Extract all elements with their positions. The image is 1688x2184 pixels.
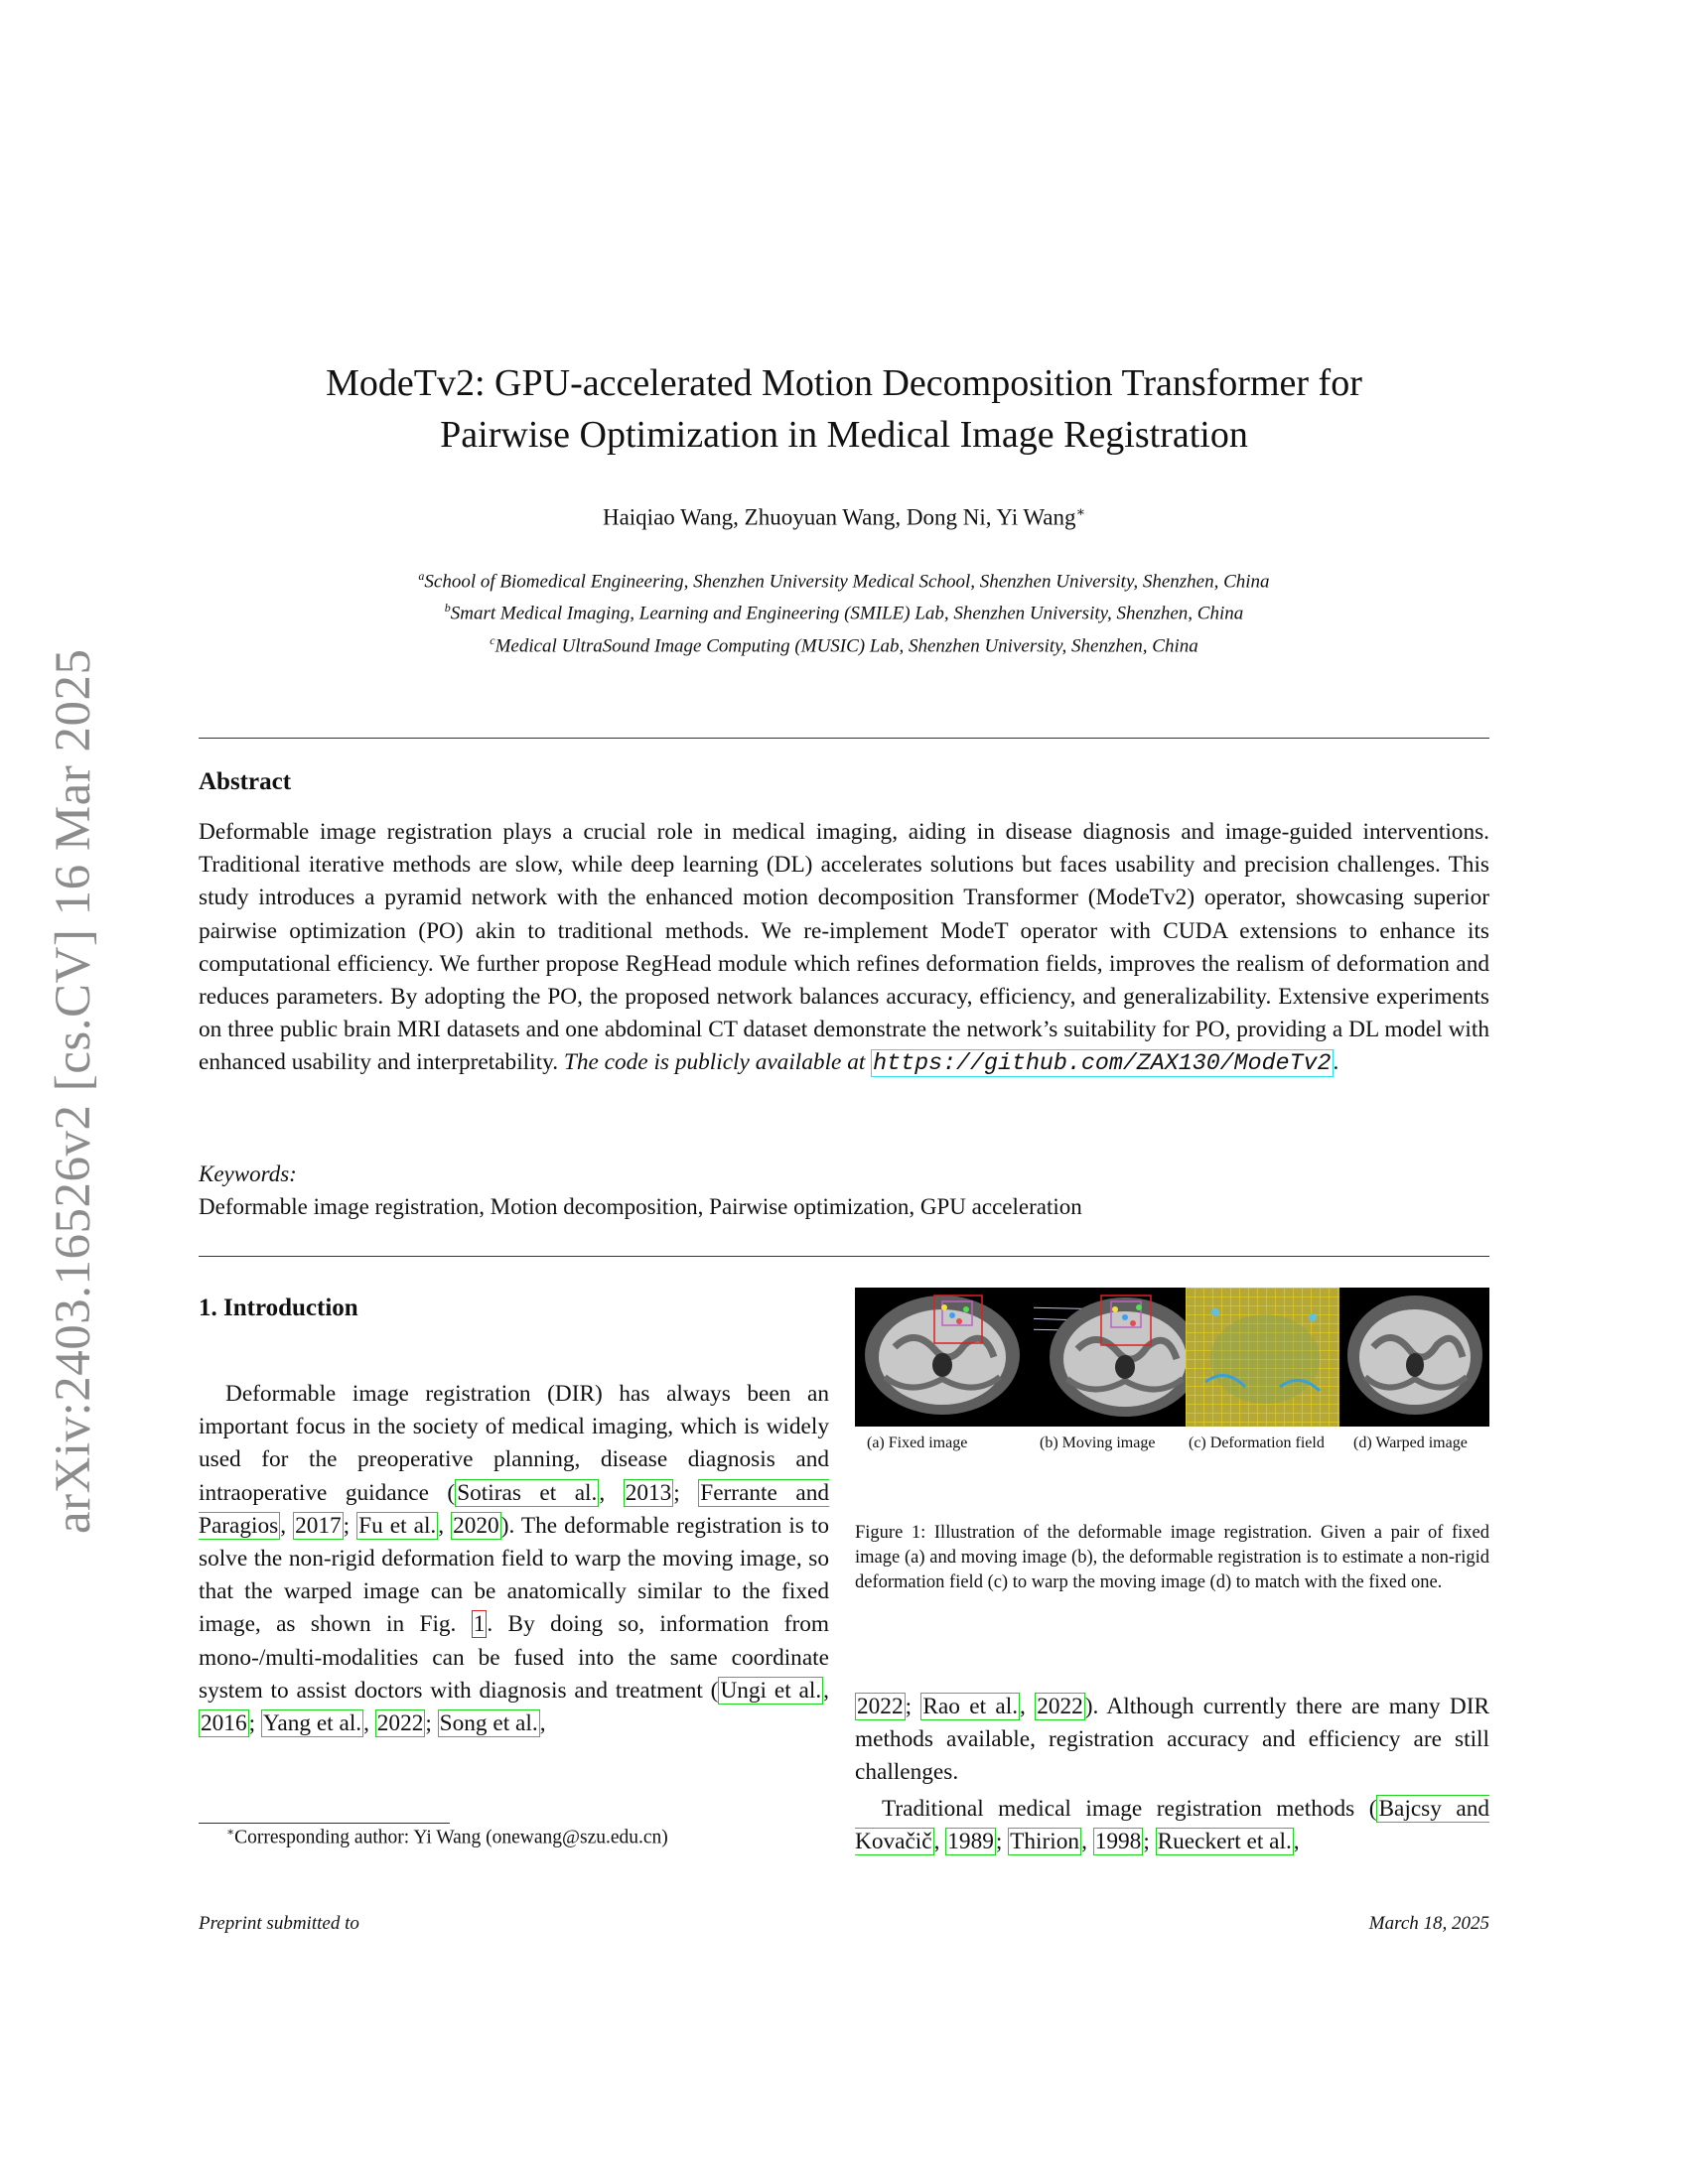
intro-paragraph-1: Deformable image registration (DIR) has always been an important focus in the society of medical imaging, which is widely used for the preoperative planning, disease diagnosis and intraoperative guidance (Sotiras et al., 2013; Ferrante and Paragios, 2017; Fu et al., 2020). The deformable registration is to solve the non-rigid deformation field to warp the moving image, so that the warped image can be anatomically similar to the fixed image, as shown in Fig. 1. By doing so, information from mono-/multi-modalities can be fused into the same coordinate system to assist doctors with diagnosis and treatment (Ungi et al., 2016; Yang et al., 2022; Song et al., bbox=[199, 1381, 829, 1737]
citation-bajcsy-year[interactable]: 1989 bbox=[947, 1829, 994, 1855]
right-text-2: Traditional medical image registration methods ( bbox=[882, 1796, 1377, 1822]
footnote-divider bbox=[199, 1823, 450, 1824]
arxiv-identifier: arXiv:2403.16526v2 [cs.CV] 16 Mar 2025 bbox=[46, 648, 101, 1534]
warped-image-panel bbox=[1339, 1288, 1489, 1427]
footnote bbox=[226, 1825, 668, 1849]
citation-ferrante[interactable]: Ferrante and Paragios bbox=[199, 1479, 829, 1539]
affiliation-b-sup: b bbox=[444, 601, 451, 615]
citation-thirion-year[interactable]: 1998 bbox=[1094, 1829, 1142, 1855]
author-list bbox=[199, 504, 1489, 531]
affiliation-a-sup: a bbox=[418, 569, 425, 583]
affiliations bbox=[199, 563, 1489, 659]
date-note: March 18, 2025 bbox=[1368, 1913, 1489, 1934]
figure-1-reference[interactable]: 1 bbox=[473, 1611, 486, 1638]
figure-1-caption: Figure 1: Illustration of the deformable image registration. Given a pair of fixed image (a) and moving image (b), the deformable registration is to estimate a non-rigid deformation field (c) to warp the moving image (d) to match with the fixed one. bbox=[855, 1523, 1489, 1592]
right-column-paragraph-1: 2022; Rao et al., 2022). Although currently there are many DIR methods available, registration accuracy and efficiency are still challenges. bbox=[855, 1694, 1489, 1786]
affiliation-c-text: Medical UltraSound Image Computing (MUSIC) Lab, Shenzhen University, Shenzhen, China bbox=[494, 634, 1198, 656]
abstract-body: Deformable image registration plays a crucial role in medical imaging, aiding in disease diagnosis and image-guided interventions. Traditional iterative methods are slow, while deep learning (DL) accelerates solutions but faces usability and precision challenges. This study introduces a pyramid network with the enhanced motion decomposition Transformer (ModeTv2) operator, showcasing superior pairwise optimization (PO) akin to traditional methods. We re-implement ModeT operator with CUDA extensions to enhance its computational efficiency. We further propose RegHead module which refines deformation fields, improves the realism of deformation and reduces parameters. By adopting the PO, the proposed network balances accuracy, efficiency, and generalizability. Extensive experiments on three public brain MRI datasets and one abdominal CT dataset demonstrate the network’s suitability for PO, providing a DL model with enhanced usability and interpretability. The code is publicly available at https://github.com/ZAX130/ModeTv2. bbox=[199, 819, 1489, 1077]
keywords-list: Deformable image registration, Motion decomposition, Pairwise optimization, GPU acceleration bbox=[199, 1194, 1082, 1219]
citation-rao-year[interactable]: 2022 bbox=[1037, 1694, 1083, 1719]
title-line-1: ModeTv2: GPU-accelerated Motion Decomposition Transformer for bbox=[326, 362, 1362, 404]
citation-sotiras-year[interactable]: 2013 bbox=[625, 1479, 672, 1506]
affiliation-b bbox=[199, 595, 1489, 626]
keywords-label: Keywords: bbox=[199, 1161, 297, 1186]
intro-text-2: ). The deformable registration is to solve the non-rigid deformation field to warp the moving image, so that the warped image can be anatomically similar to the fixed image, as shown in Fig. bbox=[199, 1512, 829, 1638]
footnote-text: Corresponding author: Yi Wang (onewang@szu.edu.cn) bbox=[234, 1827, 668, 1848]
citation-sotiras[interactable]: Sotiras et al. bbox=[457, 1479, 598, 1506]
subcaption-d: (d) Warped image bbox=[1353, 1434, 1468, 1451]
citation-rao[interactable]: Rao et al. bbox=[922, 1694, 1019, 1719]
paper-title bbox=[199, 357, 1489, 461]
citation-song-year[interactable]: 2022 bbox=[857, 1694, 904, 1719]
citation-yang[interactable]: Yang et al. bbox=[262, 1710, 362, 1737]
subcaption-a: (a) Fixed image bbox=[867, 1434, 968, 1451]
section-heading-introduction: 1. Introduction bbox=[199, 1295, 358, 1321]
citation-ungi[interactable]: Ungi et al. bbox=[720, 1677, 822, 1704]
affiliation-c bbox=[199, 627, 1489, 659]
preprint-note: Preprint submitted to bbox=[199, 1913, 359, 1934]
footnote-mark: ∗ bbox=[226, 1825, 235, 1839]
right-column-paragraph-2: Traditional medical image registration methods (Bajcsy and Kovačič, 1989; Thirion, 1998; Rueckert et al., bbox=[855, 1796, 1489, 1855]
abstract-bottom-divider bbox=[199, 1256, 1489, 1257]
citation-song[interactable]: Song et al. bbox=[439, 1710, 538, 1737]
deformation-field-panel bbox=[1186, 1288, 1339, 1427]
citation-ungi-year[interactable]: 2016 bbox=[201, 1710, 247, 1737]
abstract-code-note: The code is publicly available at bbox=[563, 1049, 866, 1076]
top-divider bbox=[199, 738, 1489, 739]
citation-bajcsy[interactable]: Bajcsy and Kovačič bbox=[855, 1796, 1489, 1855]
affiliation-a-text: School of Biomedical Engineering, Shenzhen University Medical School, Shenzhen University, Shenzhen, China bbox=[424, 571, 1270, 593]
authors-text: Haiqiao Wang, Zhuoyuan Wang, Dong Ni, Yi Wang bbox=[602, 504, 1076, 530]
fixed-image-panel bbox=[855, 1288, 1034, 1427]
subcaption-b: (b) Moving image bbox=[1040, 1434, 1156, 1451]
intro-text-3: . By doing so, information from mono-/multi-modalities can be fused into the same coordinate system to assist doctors with diagnosis and treatment ( bbox=[199, 1611, 829, 1704]
citation-thirion[interactable]: Thirion bbox=[1010, 1829, 1080, 1855]
citation-ferrante-year[interactable]: 2017 bbox=[295, 1512, 342, 1539]
affiliation-a bbox=[199, 563, 1489, 595]
title-line-2: Pairwise Optimization in Medical Image Registration bbox=[440, 414, 1248, 456]
author-mark: ∗ bbox=[1075, 505, 1086, 520]
citation-fu-year[interactable]: 2020 bbox=[453, 1512, 499, 1539]
citation-fu[interactable]: Fu et al. bbox=[358, 1512, 437, 1539]
code-url-link[interactable]: https://github.com/ZAX130/ModeTv2 bbox=[873, 1050, 1332, 1077]
figure-1-image-strip bbox=[855, 1288, 1489, 1427]
abstract-text: Deformable image registration plays a crucial role in medical imaging, aiding in disease diagnosis and image-guided interventions. Traditional iterative methods are slow, while deep learning (DL) accelerates solutions but faces usability and precision challenges. This study introduces a pyramid network with the enhanced motion decomposition Transformer (ModeTv2) operator, showcasing superior pairwise optimization (PO) akin to traditional methods. We re-implement ModeT operator with CUDA extensions to enhance its computational efficiency. We further propose RegHead module which refines deformation fields, improves the realism of deformation and reduces parameters. By adopting the PO, the proposed network balances accuracy, efficiency, and generalizability. Extensive experiments on three public brain MRI datasets and one abdominal CT dataset demonstrate the network’s suitability for PO, providing a DL model with enhanced usability and interpretability. bbox=[199, 819, 1489, 1076]
subcaption-c: (c) Deformation field bbox=[1189, 1434, 1325, 1451]
affiliation-b-text: Smart Medical Imaging, Learning and Engineering (SMILE) Lab, Shenzhen University, Shenzhen, China bbox=[450, 603, 1244, 624]
intro-text-1: Deformable image registration (DIR) has always been an important focus in the society of medical imaging, which is widely used for the preoperative planning, disease diagnosis and intraoperative guidance ( bbox=[199, 1381, 829, 1506]
right-text-1: ). Although currently there are many DIR methods available, registration accuracy and efficiency are still challenges. bbox=[855, 1694, 1489, 1786]
affiliation-c-sup: c bbox=[490, 632, 495, 647]
citation-yang-year[interactable]: 2022 bbox=[376, 1710, 424, 1737]
citation-rueckert[interactable]: Rueckert et al. bbox=[1157, 1829, 1292, 1855]
abstract-heading: Abstract bbox=[199, 768, 292, 795]
